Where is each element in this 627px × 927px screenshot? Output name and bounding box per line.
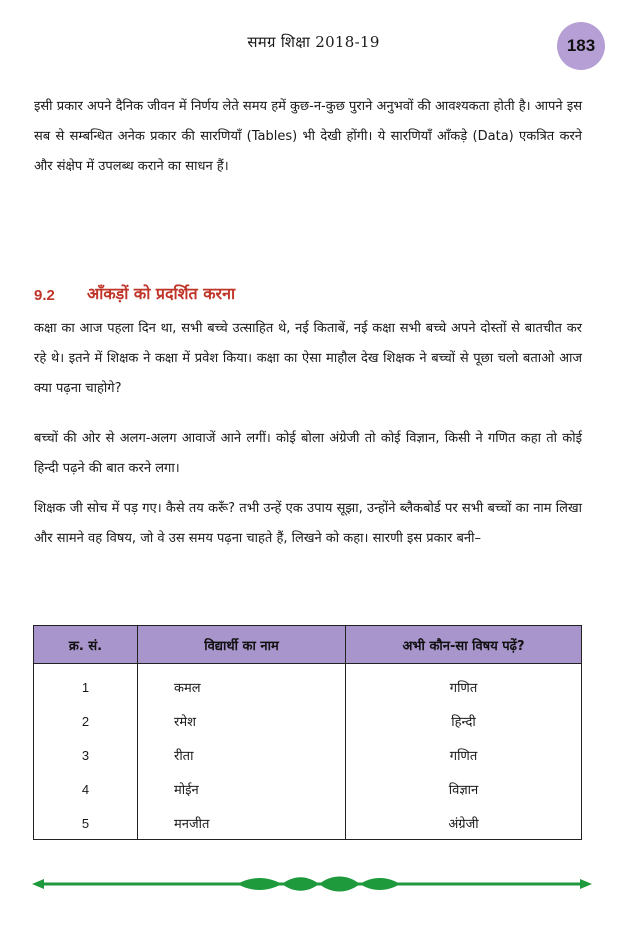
table-cell-name: मोईन bbox=[174, 783, 199, 798]
table-cell-serial: 3 bbox=[81, 747, 90, 763]
table-cell-subject: हिन्दी bbox=[451, 715, 476, 730]
section-number: 9.2 bbox=[34, 287, 55, 304]
divider-right-arrowhead bbox=[580, 879, 592, 889]
table-header-serial: क्र. सं. bbox=[34, 626, 138, 663]
table-cell-serial: 4 bbox=[81, 781, 90, 797]
page-number-badge: 183 bbox=[557, 22, 605, 70]
table-cell-subject: अंग्रेजी bbox=[448, 817, 479, 832]
table-cell-serial: 5 bbox=[81, 815, 90, 831]
page-header-title: समग्र शिक्षा 2018-19 bbox=[247, 33, 380, 51]
table-cell-subject: विज्ञान bbox=[448, 783, 479, 798]
table-cell-subject: गणित bbox=[449, 681, 478, 696]
paragraph-voices: बच्चों की ओर से अलग-अलग आवाजें आने लगीं। कोई बोला अंग्रेजी तो कोई विज्ञान, किसी ने गणित कहा तो कोई हिन्दी पढ़ने की बात करने लगा। bbox=[34, 431, 582, 476]
table-column-subject bbox=[346, 664, 581, 839]
divider-center-ornament bbox=[237, 877, 400, 892]
table-cell-name: कमल bbox=[174, 681, 201, 696]
table-cell-name: रीता bbox=[174, 749, 194, 764]
table-header-name: विद्यार्थी का नाम bbox=[138, 626, 346, 663]
table-column-name bbox=[138, 664, 346, 839]
decorative-divider bbox=[32, 872, 592, 896]
table-cell-name: मनजीत bbox=[174, 817, 210, 832]
paragraph-teacher: शिक्षक जी सोच में पड़ गए। कैसे तय करूँ? तभी उन्हें एक उपाय सूझा, उन्होंने ब्लैकबोर्ड पर सभी बच्चों का नाम लिखा और सामने वह विषय, जो वे उस समय पढ़ना चाहते हैं, लिखने को कहा। सारणी इस प्रकार बनी– bbox=[34, 501, 582, 546]
table-column-serial bbox=[34, 664, 138, 839]
intro-paragraph: इसी प्रकार अपने दैनिक जीवन में निर्णय लेते समय हमें कुछ-न-कुछ पुराने अनुभवों की आवश्यकता होती है। आपने इस सब से सम्बन्धित अनेक प्रकार की सारणियाँ (Tables) भी देखी होंगी। ये सारणियाँ आँकड़े (Data) एकत्रित करने और संक्षेप में उपलब्ध कराने का साधन हैं। bbox=[34, 99, 582, 174]
table-cell-name: रमेश bbox=[174, 715, 196, 730]
section-title: आँकड़ों को प्रदर्शित करना bbox=[87, 284, 236, 303]
table-cell-serial: 2 bbox=[81, 713, 90, 729]
paragraph-classroom: कक्षा का आज पहला दिन था, सभी बच्चे उत्साहित थे, नई किताबें, नई कक्षा सभी बच्चे अपने दोस्तों से बातचीत कर रहे थे। इतने में शिक्षक ने कक्षा में प्रवेश किया। कक्षा का ऐसा माहौल देख शिक्षक ने बच्चों से पूछा चलो बताओ आज क्या पढ़ना चाहोगे? bbox=[34, 321, 582, 396]
table-cell-serial: 1 bbox=[81, 679, 90, 695]
table-body bbox=[34, 664, 581, 839]
table-cell-subject: गणित bbox=[449, 749, 478, 764]
table-header-subject: अभी कौन-सा विषय पढ़ें? bbox=[402, 638, 525, 654]
table-header-row bbox=[34, 626, 581, 664]
data-table bbox=[33, 625, 582, 840]
